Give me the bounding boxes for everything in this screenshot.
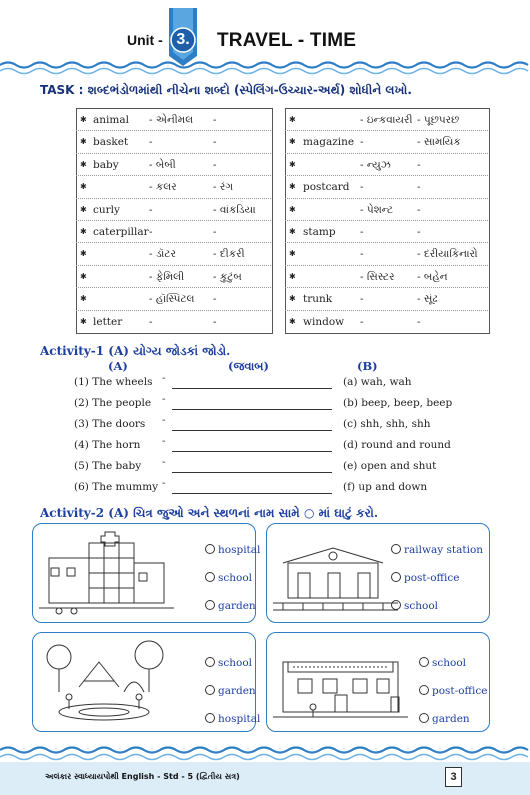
- unit-label: Unit -: [127, 32, 163, 48]
- radio-circle-icon[interactable]: [205, 544, 215, 554]
- bullet-icon: ✱: [289, 204, 296, 214]
- word-english: letter: [93, 315, 123, 328]
- page-title: TRAVEL - TIME: [217, 30, 357, 51]
- bullet-icon: ✱: [80, 159, 87, 169]
- picture-card-hospital: [32, 523, 261, 623]
- answer-line[interactable]: [172, 451, 332, 452]
- word-meaning: -: [213, 114, 217, 126]
- word-english: magazine: [303, 136, 355, 149]
- word-row: [285, 131, 490, 153]
- word-pronunciation: -: [149, 225, 153, 238]
- option-garden[interactable]: garden: [205, 685, 256, 697]
- word-meaning: - વાંકડિયા: [213, 203, 256, 216]
- word-row: [285, 176, 490, 198]
- garden-icon: [39, 637, 174, 727]
- match-row: [74, 372, 494, 396]
- match-row: [74, 456, 494, 480]
- radio-circle-icon[interactable]: [205, 685, 215, 695]
- match-row: [74, 435, 494, 459]
- dash: -: [162, 393, 166, 405]
- word-english: caterpillar: [93, 225, 149, 238]
- match-left: (5) The baby: [74, 460, 142, 472]
- word-pronunciation: - કલર: [149, 181, 177, 194]
- word-pronunciation: -: [149, 136, 153, 149]
- word-pronunciation: - બેબી: [149, 158, 176, 171]
- word-meaning: -: [213, 225, 217, 238]
- bullet-icon: ✱: [80, 294, 87, 304]
- word-pronunciation: -: [360, 181, 364, 194]
- match-row: [74, 393, 494, 417]
- match-right: (b) beep, beep, beep: [343, 397, 453, 409]
- activity1-col-a: (A): [108, 359, 128, 373]
- match-right: (e) open and shut: [343, 460, 437, 472]
- match-right: (f) up and down: [343, 481, 428, 493]
- word-pronunciation: -: [149, 315, 153, 328]
- word-pronunciation: - ન્યુઝ: [360, 158, 391, 171]
- dash: -: [162, 372, 166, 384]
- bullet-icon: ✱: [80, 249, 87, 259]
- word-pronunciation: - ઇન્કવાયરી: [360, 114, 413, 126]
- bullet-icon: ✱: [80, 316, 87, 326]
- radio-circle-icon[interactable]: [419, 685, 429, 695]
- bullet-icon: ✱: [289, 294, 296, 304]
- option-railway-station[interactable]: railway station: [391, 544, 483, 556]
- word-meaning: - સૂંઢ: [417, 293, 438, 306]
- word-meaning: - રંગ: [213, 181, 233, 194]
- word-meaning: - બહેન: [417, 270, 448, 283]
- answer-line[interactable]: [172, 472, 332, 473]
- option-hospital[interactable]: hospital: [205, 713, 260, 725]
- footer-text: અલંકાર સ્વાધ્યાયપોથી English - Std - 5 (દ્વિતીય સત્ર): [45, 772, 240, 781]
- radio-circle-icon[interactable]: [205, 572, 215, 582]
- footer-wave: [0, 742, 530, 762]
- match-left: (3) The doors: [74, 418, 146, 430]
- word-meaning: -: [213, 158, 217, 171]
- word-row: [285, 109, 490, 131]
- answer-line[interactable]: [172, 430, 332, 431]
- task-instruction: [40, 83, 412, 98]
- hospital-building-icon: [39, 528, 174, 618]
- option-school[interactable]: school: [391, 600, 438, 612]
- word-english: curly: [93, 203, 120, 216]
- word-row: [285, 266, 490, 288]
- option-school[interactable]: school: [205, 572, 252, 584]
- word-english: animal: [93, 114, 129, 126]
- answer-line[interactable]: [172, 493, 332, 494]
- match-right: (c) shh, shh, shh: [343, 418, 431, 430]
- bullet-icon: ✱: [289, 271, 296, 281]
- bullet-icon: ✱: [289, 316, 296, 326]
- bullet-icon: ✱: [289, 182, 296, 192]
- radio-circle-icon[interactable]: [391, 544, 401, 554]
- word-pronunciation: -: [360, 248, 364, 261]
- bullet-icon: ✱: [80, 115, 87, 124]
- match-left: (2) The people: [74, 397, 152, 409]
- post-office-icon: [273, 637, 408, 727]
- activity1-col-answer: (જવાબ): [228, 359, 269, 373]
- option-hospital[interactable]: hospital: [205, 544, 260, 556]
- radio-circle-icon[interactable]: [419, 657, 429, 667]
- bullet-icon: ✱: [289, 115, 296, 124]
- word-meaning: -: [213, 136, 217, 149]
- radio-circle-icon[interactable]: [205, 713, 215, 723]
- option-school[interactable]: school: [205, 657, 252, 669]
- word-pronunciation: -: [360, 136, 364, 149]
- word-row: [285, 199, 490, 221]
- word-english: baby: [93, 158, 119, 171]
- word-row: [285, 311, 490, 333]
- word-english: stamp: [303, 225, 336, 238]
- word-english: window: [303, 315, 345, 328]
- match-right: (a) wah, wah: [343, 376, 412, 388]
- word-pronunciation: - સિસ્ટર: [360, 270, 395, 283]
- word-pronunciation: - હૉસ્પિટલ: [149, 293, 195, 306]
- railway-station-icon: [273, 528, 398, 618]
- bullet-icon: ✱: [80, 137, 87, 147]
- bullet-icon: ✱: [289, 159, 296, 169]
- word-row: [76, 131, 273, 153]
- word-english: basket: [93, 136, 129, 149]
- word-row: [76, 243, 273, 265]
- option-post-office[interactable]: post-office: [391, 572, 459, 584]
- word-pronunciation: - ડૉટર: [149, 248, 176, 261]
- word-english: postcard: [303, 181, 350, 194]
- word-row: [76, 311, 273, 333]
- dash: -: [162, 435, 166, 447]
- radio-circle-icon[interactable]: [391, 572, 401, 582]
- word-meaning: - કુટુંબ: [213, 270, 242, 283]
- dash: -: [162, 414, 166, 426]
- picture-card-garden: [32, 632, 261, 732]
- page-number: 3: [445, 767, 462, 787]
- word-table-left: [76, 108, 273, 334]
- activity2-title: Activity-2 (A) ચિત્ર જુઓ અને સ્થળનાં નામ સામે ○ માં ઘાટું કરો.: [40, 506, 378, 520]
- word-pronunciation: - પેશન્ટ: [360, 203, 394, 216]
- word-row: [285, 243, 490, 265]
- word-row: [76, 154, 273, 176]
- radio-circle-icon[interactable]: [205, 600, 215, 610]
- match-row: [74, 414, 494, 438]
- activity1-title: Activity-1 (A) યોગ્ય જોડકાં જોડો.: [40, 344, 231, 358]
- task-label: TASK :: [40, 83, 84, 97]
- bullet-icon: ✱: [80, 271, 87, 281]
- radio-circle-icon[interactable]: [391, 600, 401, 610]
- word-pronunciation: - એનીમલ: [149, 114, 194, 126]
- activity1-col-b: (B): [357, 359, 378, 373]
- task-text: શબ્દભંડોળમાંથી નીચેના શબ્દો (સ્પેલિંગ-ઉચ્ચાર-અર્થ) શોધીને લખો.: [87, 83, 412, 97]
- word-meaning: -: [417, 203, 421, 216]
- word-english: trunk: [303, 293, 333, 306]
- unit-number: 3.: [176, 31, 190, 48]
- word-row: [285, 288, 490, 310]
- word-meaning: - દરીયાકિનારો: [417, 248, 478, 261]
- bullet-icon: ✱: [80, 204, 87, 214]
- word-meaning: - પૂછપરછ: [417, 114, 460, 126]
- radio-circle-icon[interactable]: [205, 657, 215, 667]
- word-row: [76, 199, 273, 221]
- word-meaning: -: [213, 315, 217, 328]
- word-meaning: -: [417, 315, 421, 328]
- bullet-icon: ✱: [289, 226, 296, 236]
- option-garden[interactable]: garden: [419, 713, 470, 725]
- radio-circle-icon[interactable]: [419, 713, 429, 723]
- match-right: (d) round and round: [343, 439, 451, 451]
- word-meaning: -: [417, 181, 421, 194]
- word-row: [76, 288, 273, 310]
- match-row: [74, 477, 494, 501]
- word-meaning: - દીકરી: [213, 248, 245, 261]
- bullet-icon: ✱: [289, 137, 296, 147]
- word-pronunciation: - ફેમિલી: [149, 270, 185, 283]
- option-post-office[interactable]: post-office: [419, 685, 487, 697]
- bullet-icon: ✱: [80, 182, 87, 192]
- word-pronunciation: -: [360, 315, 364, 328]
- option-garden[interactable]: garden: [205, 600, 256, 612]
- word-meaning: - સામયિક: [417, 136, 461, 149]
- match-left: (4) The horn: [74, 439, 141, 451]
- picture-card-railway: [266, 523, 490, 623]
- picture-card-post-office: [266, 632, 490, 732]
- header-wave: [0, 60, 530, 76]
- bullet-icon: ✱: [289, 249, 296, 259]
- word-row: [76, 176, 273, 198]
- word-table-right: [285, 108, 490, 334]
- word-pronunciation: -: [149, 203, 153, 216]
- word-row: [285, 221, 490, 243]
- word-row: [76, 266, 273, 288]
- dash: -: [162, 456, 166, 468]
- answer-line[interactable]: [172, 388, 332, 389]
- dash: -: [162, 477, 166, 489]
- match-left: (1) The wheels: [74, 376, 153, 388]
- option-school[interactable]: school: [419, 657, 466, 669]
- bullet-icon: ✱: [80, 226, 87, 236]
- word-pronunciation: -: [360, 225, 364, 238]
- word-meaning: -: [213, 293, 217, 306]
- word-row: [285, 154, 490, 176]
- word-meaning: -: [417, 225, 421, 238]
- word-row: [76, 109, 273, 131]
- word-meaning: -: [417, 158, 421, 171]
- word-pronunciation: -: [360, 293, 364, 306]
- answer-line[interactable]: [172, 409, 332, 410]
- word-row: [76, 221, 273, 243]
- match-left: (6) The mummy: [74, 481, 159, 493]
